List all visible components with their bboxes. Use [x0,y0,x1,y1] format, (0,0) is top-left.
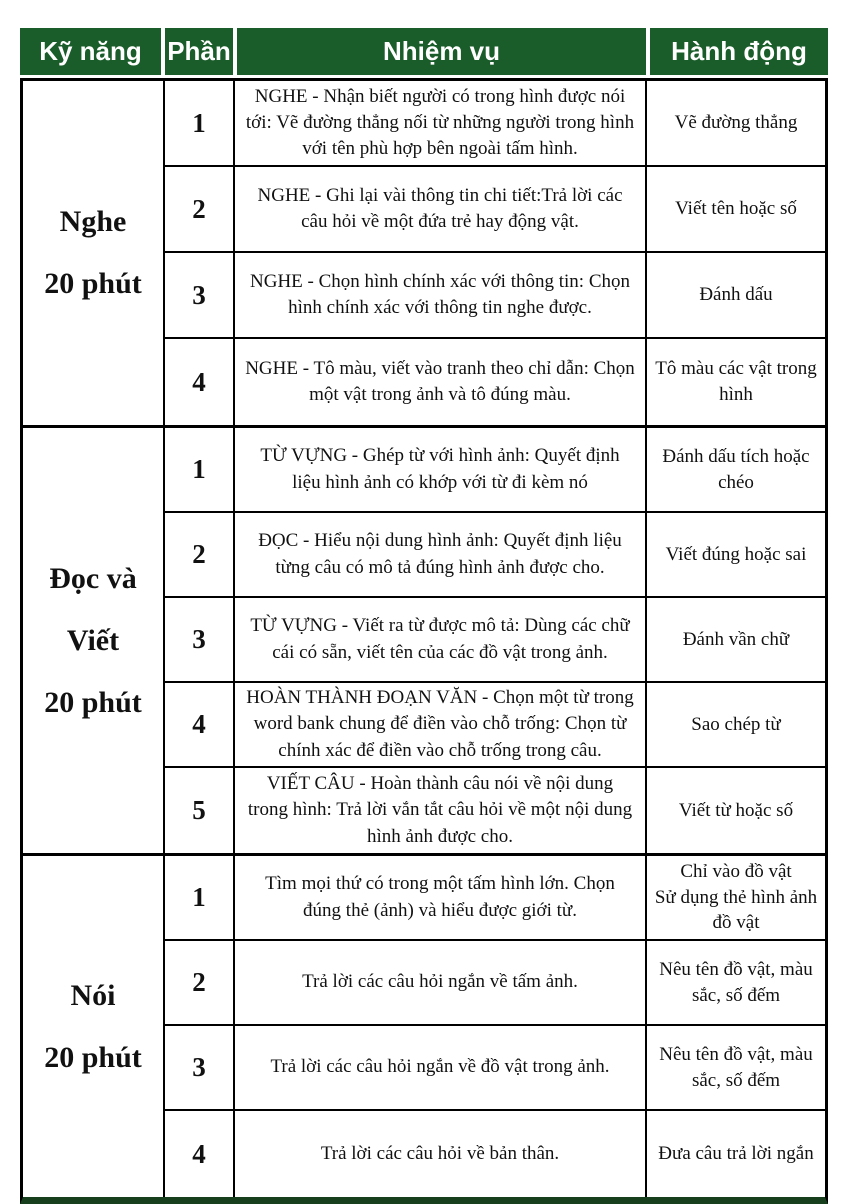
task-text: ĐỌC - Hiểu nội dung hình ảnh: Quyết định liệu từng câu có mô tả đúng hình ảnh được cho. [235,513,647,596]
action-line: Đánh dấu tích hoặc chéo [662,445,810,493]
action-text [647,768,825,853]
task-text: NGHE - Ghi lại vài thông tin chi tiết:Trả lời các câu hỏi về một đứa trẻ hay động vật. [235,167,647,251]
task-text: TỪ VỰNG - Viết ra từ được mô tả: Dùng các chữ cái có sẵn, viết tên của các đồ vật trong ảnh. [235,598,647,681]
action-line: Sử dụng thẻ hình ảnh đồ vật [654,886,818,934]
task-text: NGHE - Chọn hình chính xác với thông tin: Chọn hình chính xác với thông tin nghe được. [235,253,647,337]
skill-name: Viết [66,623,120,657]
skill-cell-listening [23,81,165,425]
part-number: 3 [165,1026,235,1109]
table-body [20,78,828,1204]
group-listening [23,81,825,428]
task-text: Trả lời các câu hỏi ngắn về tấm ảnh. [235,941,647,1024]
part-number: 4 [165,1111,235,1197]
task-text: Trả lời các câu hỏi ngắn về đồ vật trong ảnh. [235,1026,647,1109]
table-row [165,1026,825,1111]
table-row [165,768,825,853]
task-text: TỪ VỰNG - Ghép từ với hình ảnh: Quyết định liệu hình ảnh có khớp với từ đi kèm nó [235,428,647,511]
part-number: 4 [165,339,235,425]
action-text [647,1026,825,1109]
action-text [647,856,825,939]
table-header-row [20,28,828,75]
part-number: 1 [165,856,235,939]
table-row [165,941,825,1026]
action-text [647,339,825,425]
part-number: 2 [165,167,235,251]
skill-name: Nói [70,978,116,1012]
table-row [165,683,825,768]
group-rows [165,856,825,1197]
action-line: Vẽ đường thẳng [674,112,798,134]
part-number: 2 [165,941,235,1024]
table-row [165,339,825,425]
table-row [165,81,825,167]
action-line: Sao chép từ [691,713,781,735]
action-line: Đưa câu trả lời ngắn [658,1143,814,1165]
action-line: Chỉ vào đồ vật [680,861,792,883]
action-text [647,428,825,511]
action-line: Nêu tên đồ vật, màu sắc, số đếm [659,1043,813,1091]
part-number: 1 [165,428,235,511]
task-text: HOÀN THÀNH ĐOẠN VĂN - Chọn một từ trong word bank chung để điền vào chỗ trống: Chọn từ chính xác để điền vào chỗ trống trong câu. [235,683,647,766]
table-row [165,1111,825,1197]
group-rows [165,81,825,425]
action-line: Tô màu các vật trong hình [655,358,817,405]
task-text: Trả lời các câu hỏi về bản thân. [235,1111,647,1197]
table-row [165,513,825,598]
header-part: Phần [165,28,237,75]
action-line: Viết đúng hoặc sai [665,543,807,565]
skill-duration: 20 phút [44,1040,142,1074]
table-row [165,253,825,339]
action-text [647,1111,825,1197]
group-reading-writing [23,428,825,856]
action-text [647,81,825,165]
table-row [165,167,825,253]
exam-structure-table [20,28,828,1204]
part-number: 1 [165,81,235,165]
part-number: 2 [165,513,235,596]
action-line: Đánh dấu [699,284,773,306]
header-task: Nhiệm vụ [237,28,650,75]
action-line: Đánh vần chữ [682,628,790,650]
action-line: Nêu tên đồ vật, màu sắc, số đếm [659,958,813,1006]
skill-name: Đọc và [49,561,137,595]
task-text: NGHE - Nhận biết người có trong hình được nói tới: Vẽ đường thẳng nối từ những người trong hình với tên phù hợp bên ngoài tấm hình. [235,81,647,165]
part-number: 4 [165,683,235,766]
part-number: 3 [165,598,235,681]
skill-duration: 20 phút [44,685,142,719]
table-row [165,856,825,941]
part-number: 5 [165,768,235,853]
action-text [647,253,825,337]
task-text: VIẾT CÂU - Hoàn thành câu nói về nội dung trong hình: Trả lời vắn tắt câu hỏi về một nội dung hình ảnh được cho. [235,768,647,853]
header-skill: Kỹ năng [20,28,165,75]
skill-cell-speaking [23,856,165,1197]
action-text [647,513,825,596]
action-text [647,167,825,251]
group-speaking [23,856,825,1197]
action-line: Viết từ hoặc số [678,799,794,821]
table-row [165,428,825,513]
action-line: Viết tên hoặc số [675,198,797,220]
action-text [647,683,825,766]
action-text [647,941,825,1024]
skill-cell-reading-writing [23,428,165,853]
task-text: Tìm mọi thứ có trong một tấm hình lớn. Chọn đúng thẻ (ảnh) và hiểu được giới từ. [235,856,647,939]
skill-name: Nghe [59,205,127,238]
group-rows [165,428,825,853]
table-row [165,598,825,683]
action-text [647,598,825,681]
task-text: NGHE - Tô màu, viết vào tranh theo chỉ dẫn: Chọn một vật trong ảnh và tô đúng màu. [235,339,647,425]
skill-duration: 20 phút [44,267,142,300]
header-action: Hành động [650,28,828,75]
part-number: 3 [165,253,235,337]
